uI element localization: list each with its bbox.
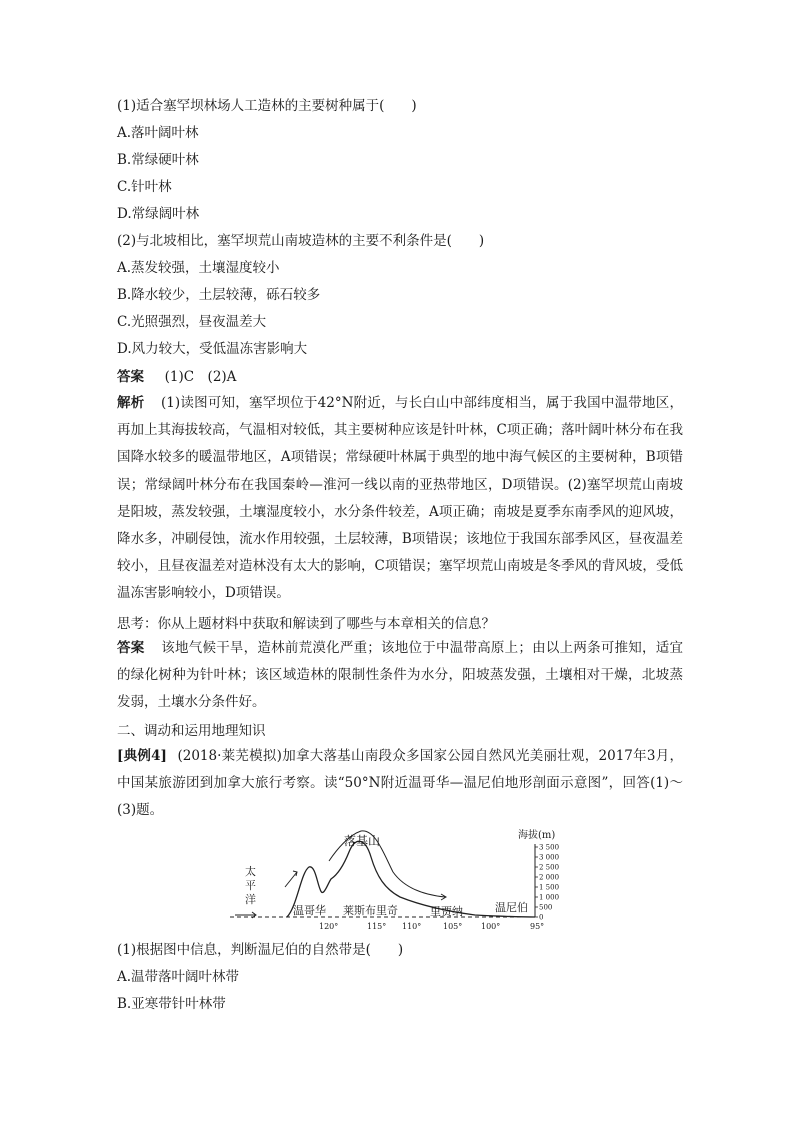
- wind-arrow-1: [285, 872, 297, 887]
- ocean-label-2: 平: [245, 879, 256, 892]
- q2-option-a: A.蒸发较强，土壤湿度较小: [117, 260, 280, 276]
- mountain-label: 落基山: [344, 834, 381, 848]
- place-winnipeg: 温尼伯: [495, 901, 528, 914]
- longitude-95: 95°: [530, 922, 545, 931]
- q3-option-a: A.温带落叶阔叶林带: [117, 969, 240, 985]
- question-1-stem: (1)适合塞罕坝林场人工造林的主要树种属于( ): [117, 98, 417, 114]
- section-title: 二、调动和运用地理知识: [117, 723, 266, 739]
- altitude-ticks: [535, 844, 559, 922]
- analysis-paragraph: [117, 390, 683, 608]
- altitude-tick-label: 0: [539, 913, 544, 922]
- example-tag: [典例4]: [117, 748, 167, 764]
- longitude-100: 100°: [481, 922, 501, 931]
- analysis-text: (1)读图可知，塞罕坝位于42°N附近，与长白山中部纬度相当，属于我国中温带地区，再加上其海拔较高，气温相对较低，其主要树种应该是针叶林，C项正确；落叶阔叶林分布在我国降水较多的暖温带地区，A项错误；常绿硬叶林属于典型的地中海气候区的主要树种，B项错误；常绿阔叶林分布在我国秦岭—淮河一线以南的亚热带地区，D项错误。(2)塞罕坝荒山南坡是阳坡，蒸发较强，土壤湿度较小，水分条件较差，A项正确；南坡是夏季东南季风的迎风坡，降水多，冲刷侵蚀，流水作用较强，土层较薄，B项错误；该地位于我国东部季风区，昼夜温差较小，且昼夜温差对造林没有太大的影响，C项错误；塞罕坝荒山南坡是冬季风的背风坡，受低温冻害影响较小，D项错误。: [117, 395, 683, 602]
- longitude-105: 105°: [443, 922, 463, 931]
- q2-option-d: D.风力较大，受低温冻害影响大: [117, 341, 308, 357]
- altitude-tick-label: 2 500: [539, 863, 560, 872]
- altitude-tick-label: 1 000: [539, 893, 560, 902]
- altitude-axis-label: 海拔(m): [518, 830, 556, 841]
- longitude-110: 110°: [402, 922, 422, 931]
- answer2-text: 该地气候干旱，造林前荒漠化严重；该地位于中温带高原上；由以上两条可推知，适宜的绿化树种为针叶林；该区域造林的限制性条件为水分，阳坡蒸发强，土壤相对干燥，北坡蒸发弱，土壤水分条件好。: [117, 640, 684, 711]
- altitude-tick-label: 3 000: [539, 853, 560, 862]
- q1-option-b: B.常绿硬叶林: [117, 152, 199, 168]
- ocean-label-3: 洋: [245, 893, 256, 906]
- answer2-label: 答案: [117, 640, 145, 656]
- q2-option-b: B.降水较少，土层较薄，砾石较多: [117, 287, 321, 303]
- ocean-label-1: 太: [245, 865, 256, 878]
- think-question: 思考：你从上题材料中获取和解读到了哪些与本章相关的信息？: [117, 616, 495, 632]
- answer-label: 答案: [117, 369, 144, 385]
- answer-text: (1)C (2)A: [164, 369, 237, 385]
- place-vancouver: 温哥华: [293, 904, 326, 917]
- q1-option-a: A.落叶阔叶林: [117, 125, 199, 141]
- altitude-tick-label: 3 500: [539, 843, 560, 852]
- q1-option-c: C.针叶林: [117, 179, 172, 195]
- altitude-tick-label: 500: [539, 903, 553, 912]
- q1-option-d: D.常绿阔叶林: [117, 206, 200, 222]
- answer2-paragraph: [117, 635, 683, 717]
- answer-line: [117, 367, 236, 387]
- example-text: (2018·莱芜模拟)加拿大落基山南段众多国家公园自然风光美丽壮观，2017年3月，中国某旅游团到加拿大旅行考察。读“50°N附近温哥华—温尼伯地形剖面示意图”，回答(1)～(3)题。: [117, 748, 683, 819]
- longitude-120: 120°: [319, 922, 339, 931]
- question-3-stem: (1)根据图中信息，判断温尼伯的自然带是( ): [117, 942, 404, 958]
- q3-option-b: B.亚寒带针叶林带: [117, 996, 226, 1012]
- longitude-115: 115°: [367, 922, 387, 931]
- question-2-stem: (2)与北坡相比，塞罕坝荒山南坡造林的主要不利条件是( ): [117, 233, 485, 249]
- example-paragraph: [117, 743, 683, 825]
- altitude-tick-label: 2 000: [539, 873, 560, 882]
- analysis-label: 解析: [117, 395, 145, 411]
- terrain-profile-figure: [225, 827, 565, 932]
- q2-option-c: C.光照强烈，昼夜温差大: [117, 314, 267, 330]
- place-regina: 里贾纳: [430, 905, 463, 918]
- place-lethbridge: 莱斯布里奇: [343, 904, 398, 917]
- altitude-tick-label: 1 500: [539, 883, 560, 892]
